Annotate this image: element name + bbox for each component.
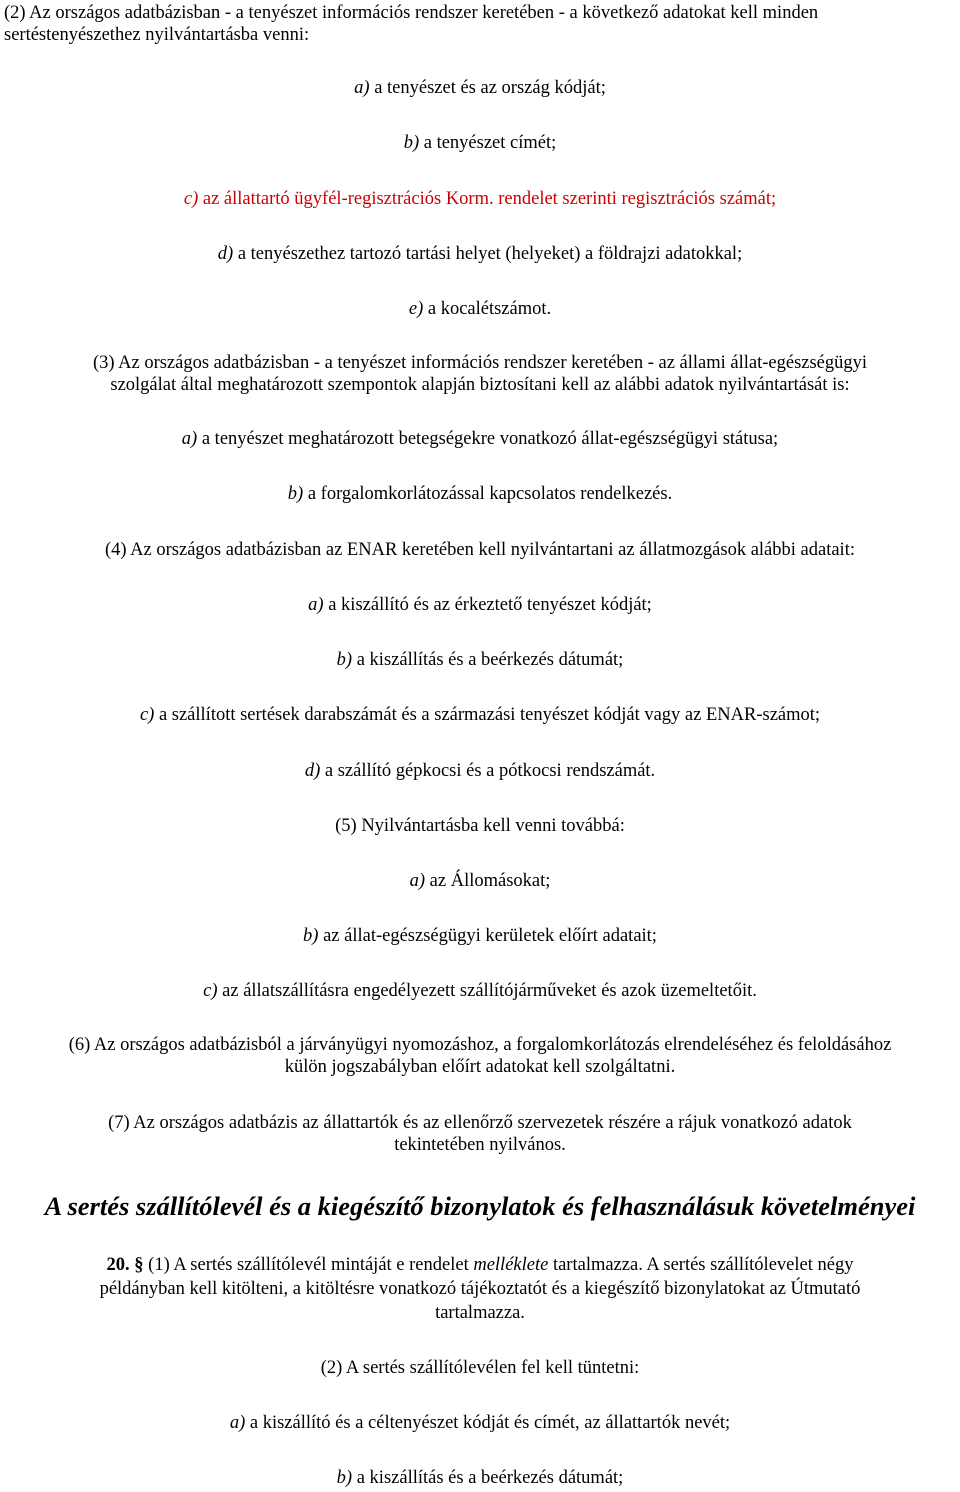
s20-item-b: [0, 1467, 960, 1489]
item-letter: b): [303, 926, 319, 946]
p5-line1: (5) Nyilvántartásba kell venni továbbá:: [335, 816, 625, 836]
item-letter: a): [229, 1413, 246, 1433]
p7-line1: (7) Az országos adatbázis az állattartók és az ellenőrző szervezetek részére a rájuk vonatkozó adatok: [108, 1113, 852, 1133]
p4-item-c: [0, 704, 960, 726]
item-letter: a): [308, 595, 324, 615]
item-letter: b): [336, 1468, 353, 1488]
p5-item-a: [0, 870, 960, 892]
item-text: a szállított sertések darabszámát és a származási tenyészet kódját vagy az ENAR-számot;: [154, 705, 821, 725]
section-number: 20.: [106, 1255, 130, 1275]
item-letter: b): [336, 650, 353, 670]
section-heading: A sertés szállítólevél és a kiegészítő bizonylatok és felhasználásuk követelményei: [44, 1191, 916, 1221]
item-letter: a): [181, 429, 198, 449]
item-letter: c): [203, 981, 218, 1001]
item-text: a tenyészet címét;: [419, 133, 557, 153]
p4-item-d: [0, 760, 960, 782]
item-text: a forgalomkorlátozással kapcsolatos rendelkezés.: [303, 484, 673, 504]
item-text: az Állomásokat;: [425, 871, 551, 891]
s20-line3: tartalmazza.: [435, 1303, 525, 1323]
p4-line1: (4) Az országos adatbázisban az ENAR keretében kell nyilvántartani az állatmozgások alábbi adatait:: [105, 540, 855, 560]
item-text: a tenyészet és az ország kódját;: [369, 78, 606, 98]
s20-item-a: [0, 1412, 960, 1434]
p2-item-c-highlighted: [0, 188, 960, 210]
s20-line2: példányban kell kitölteni, a kitöltésre vonatkozó tájékoztatót és a kiegészítő bizonylatokat az Útmutató: [99, 1279, 861, 1299]
p2-item-e: [0, 298, 960, 320]
s20-text: tartalmazza. A sertés szállítólevelet négy: [548, 1255, 854, 1275]
p2-line1: (2) Az országos adatbázisban - a tenyészet információs rendszer keretében - a következő adatokat kell minden: [4, 3, 819, 23]
p4-item-b: [0, 649, 960, 671]
p2-item-a: [0, 77, 960, 99]
item-letter: a): [354, 78, 370, 98]
item-text: a kiszállítás és a beérkezés dátumát;: [352, 1468, 624, 1488]
item-text: a kiszállítás és a beérkezés dátumát;: [352, 650, 624, 670]
s20-p2: (2) A sertés szállítólevélen fel kell tüntetni:: [320, 1358, 640, 1378]
item-text: az állatszállításra engedélyezett szállítójárműveket és azok üzemeltetőit.: [217, 981, 757, 1001]
item-text: a tenyészet meghatározott betegségekre vonatkozó állat-egészségügyi státusa;: [197, 429, 779, 449]
item-text: a tenyészethez tartozó tartási helyet (helyeket) a földrajzi adatokkal;: [233, 244, 743, 264]
item-text: az állat-egészségügyi kerületek előírt adatait;: [318, 926, 657, 946]
item-text: a kocalétszámot.: [423, 299, 552, 319]
p3-line1: (3) Az országos adatbázisban - a tenyészet információs rendszer keretében - az állami állat-egészségügyi: [92, 353, 868, 373]
item-text: a kiszállító és a céltenyészet kódját és címét, az állattartók nevét;: [245, 1413, 731, 1433]
p6-line2: külön jogszabályban előírt adatokat kell szolgáltatni.: [284, 1057, 676, 1077]
p3-item-b: [0, 483, 960, 505]
p6-line1: (6) Az országos adatbázisból a járványügyi nyomozáshoz, a forgalomkorlátozás elrendeléséhez és feloldásához: [68, 1035, 892, 1055]
p5-item-b: [0, 925, 960, 947]
p4-item-a: [0, 594, 960, 616]
item-letter: e): [408, 299, 424, 319]
p5-item-c: [0, 980, 960, 1002]
paragraph-mark: §: [134, 1255, 144, 1275]
s20-text: (1) A sertés szállítólevél mintáját e rendelet: [143, 1255, 474, 1275]
item-letter: d): [304, 761, 321, 781]
item-letter: b): [403, 133, 420, 153]
item-letter: a): [409, 871, 426, 891]
p2-item-d: [0, 243, 960, 265]
item-text: az állattartó ügyfél-regisztrációs Korm. rendelet szerinti regisztrációs számát;: [198, 189, 777, 209]
p7-line2: tekintetében nyilvános.: [394, 1135, 566, 1155]
item-letter: b): [287, 484, 304, 504]
p2-item-b: [0, 132, 960, 154]
p3-item-a: [0, 428, 960, 450]
p2-line2: sertéstenyészethez nyilvántartásba venni:: [4, 25, 310, 45]
item-letter: d): [217, 244, 234, 264]
item-text: a kiszállító és az érkeztető tenyészet kódját;: [323, 595, 652, 615]
item-text: a szállító gépkocsi és a pótkocsi rendszámát.: [320, 761, 656, 781]
item-letter: c): [183, 189, 199, 209]
s20-line1: [0, 1254, 960, 1276]
annex-link-text: melléklete: [473, 1255, 549, 1275]
item-letter: c): [139, 705, 155, 725]
p3-line2: szolgálat által meghatározott szempontok alapján biztosítani kell az alábbi adatok nyilvántartását is:: [110, 375, 850, 395]
